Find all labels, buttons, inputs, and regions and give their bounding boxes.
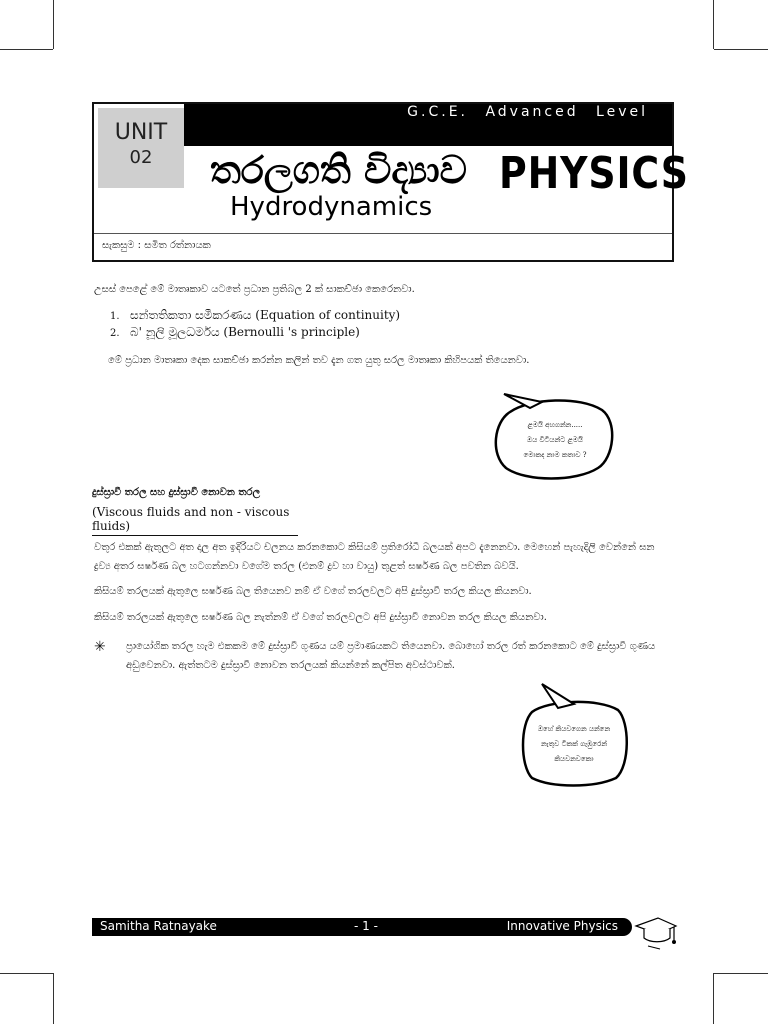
list-number: 2. (110, 328, 120, 339)
section-subheading: (Viscous fluids and non - viscous fluids) (92, 505, 298, 536)
author-line: සැකසුම : සමිත රත්නායක (102, 240, 211, 251)
unit-number: 02 (129, 147, 153, 168)
crop-mark (713, 973, 714, 1024)
header-divider (94, 233, 672, 234)
list-item (110, 307, 400, 325)
subject-title: PHYSICS (499, 148, 689, 199)
intro-line: මේ ප්‍රධාන මාතෘකා දෙක සාකච්ඡා කරන්න කලින් තව දැන ගත යුතු සරල මාතෘකා කිහිපයක් තියෙනවා. (108, 355, 530, 366)
bubble-line: ඔය විටියන්ට ළමයි (527, 436, 583, 444)
footer-brand: Innovative Physics (506, 919, 618, 933)
program-label: G.C.E. Advanced Level (407, 104, 648, 120)
list-number: 1. (110, 311, 120, 322)
page-number: - 1 - (354, 919, 378, 933)
crop-mark (53, 973, 54, 1024)
header-bar (184, 104, 672, 146)
crop-mark (713, 0, 714, 49)
crop-mark (0, 973, 53, 974)
footer-author: Samitha Ratnayake (100, 919, 217, 933)
bubble-line: නැතුව ටිකක් ගැඹුරෙන් (540, 740, 608, 748)
section-heading: දුස්ස්‍රාවී තරල සහ දුස්ස්‍රාවී නොවන තරල (92, 487, 261, 498)
intro-line: උසස් පෙළේ මේ මාතෘකාව යටතේ ප්‍රධාන ප්‍රතිබල 2 ක් සාකච්ඡා කෙරෙනවා. (94, 284, 415, 295)
bubble-line: ළමයි අහගන්න..... (527, 421, 583, 429)
title-sinhala: තරලගති විද්‍යාව (210, 148, 467, 192)
bubble-line: කියවනවකො (554, 755, 594, 763)
title-header (92, 102, 689, 262)
list-item (110, 324, 360, 342)
unit-label: UNIT (114, 120, 168, 145)
crop-mark (714, 973, 768, 974)
crop-mark (0, 49, 53, 50)
title-english: Hydrodynamics (230, 192, 433, 222)
crop-mark (53, 0, 54, 49)
paragraph: කිසියම් තරලයක් ඇතුලෙ ඝර්ෂණ බල නැත්නම් ඒ වගේ තරලවලට අපි දුස්ස්‍රාවී නොවන තරල කියල කියනවා. (94, 612, 547, 623)
speech-bubble (490, 392, 620, 484)
page-footer (92, 918, 632, 936)
paragraph: කිසියම් තරලයක් ඇතුලෙ ඝර්ෂණ බල තියෙනව නම් ඒ වගේ තරලවලට අපි දුස්ස්‍රාවී තරල කියල කියනවා. (94, 586, 532, 597)
note-paragraph: ප්‍රායෝගික තරල හැම එකකම මේ දුස්ස්‍රාවී ගුණය යම් ප්‍රමාණයකට තියෙනවා. බොහෝ තරල රත් කරනකොට මේ දුස්ස්‍රාවී ගුණය අඩුවෙනවා. ඇත්තටම දුස්ස්‍රාවී නොවන තරලයක් කියන්නේ කල්පිත අවස්ථාවක්. (126, 641, 656, 671)
bubble-line: ඔහේ කියවගෙන යන්නෙ (537, 725, 611, 733)
speech-bubble (518, 682, 630, 788)
list-text: බ' නූලි මූලධර්මය (Bernoulli 's principle) (130, 325, 360, 339)
paragraph: වතුර එකක් ඇතුලට අත දාල අත ඉදිරියට චලනය කරනකොට කිසියම් ප්‍රතිරෝධී බලයක් අපට දැනෙනවා. මෙහෙන් පැහැදිලි වෙන්නේ ඝන ද්‍රව්‍ය අතර ඝර්ෂණ බල හටගන්නවා වගේම තරල (එනම් ද්‍රව හා වායු) තුළත් ඝර්ෂණ බල පවතින බවයි. (94, 542, 655, 572)
bubble-line: මොකද නාම කතාව ? (523, 451, 587, 459)
asterisk-icon: ✳ (94, 639, 106, 655)
graduation-cap-icon (634, 912, 678, 956)
unit-box (98, 108, 184, 188)
list-text: සන්තතිකතා සමීකරණය (Equation of continuity) (130, 308, 401, 322)
crop-mark (714, 49, 768, 50)
